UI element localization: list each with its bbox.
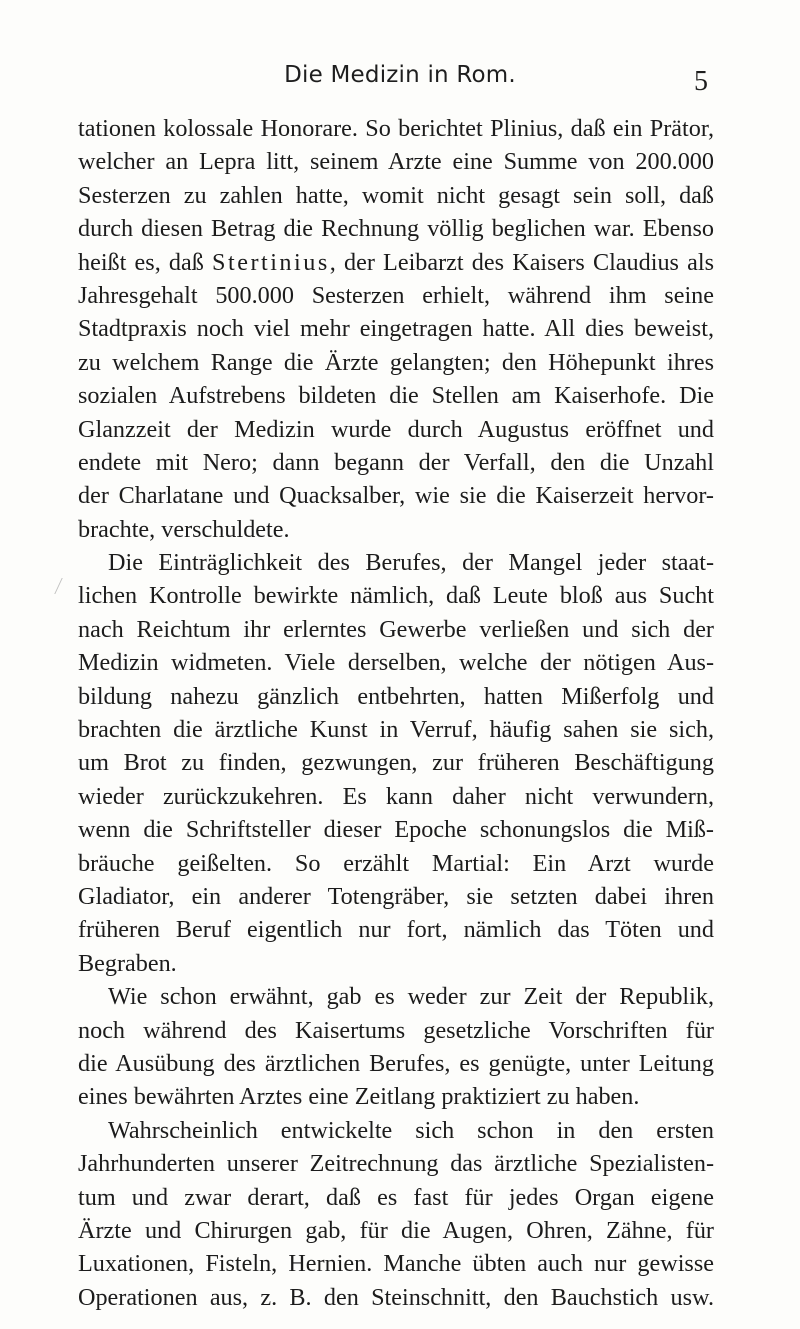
running-head	[0, 62, 800, 98]
text-line: welcher an Lepra litt, seinem Arzte eine Summe von 200.000	[78, 148, 714, 176]
text-line: der Charlatane und Quacksalber, wie sie die Kaiserzeit hervor-	[78, 482, 714, 510]
text-line: Medizin widmeten. Viele derselben, welche der nötigen Aus-	[78, 649, 714, 677]
text-line: nach Reichtum ihr erlerntes Gewerbe verließen und sich der	[78, 615, 714, 643]
text-line: sozialen Aufstrebens bildeten die Stellen am Kaiserhofe. Die	[78, 382, 714, 410]
text-line: wenn die Schriftsteller dieser Epoche schonungslos die Miß-	[78, 816, 714, 844]
paragraph-1	[78, 112, 714, 546]
text-line: Glanzzeit der Medizin wurde durch Augustus eröffnet und	[78, 415, 714, 443]
text-line: früheren Beruf eigentlich nur fort, nämlich das Töten und	[78, 916, 714, 944]
text-line: Die Einträglichkeit des Berufes, der Mangel jeder staat-	[108, 549, 714, 577]
text-line: endete mit Nero; dann begann der Verfall, den die Unzahl	[78, 448, 714, 476]
text-line: bräuche geißelten. So erzählt Martial: Ein Arzt wurde	[78, 849, 714, 877]
text-line-with-name	[78, 246, 714, 279]
text-fragment: , der Leibarzt des Kaisers Claudius als	[329, 248, 715, 276]
person-name: Stertinius	[212, 248, 330, 276]
text-line: die Ausübung des ärztlichen Berufes, es genügte, unter Leitung	[78, 1049, 714, 1077]
text-line: Ärzte und Chirurgen gab, für die Augen, Ohren, Zähne, für	[78, 1216, 714, 1244]
text-line: durch diesen Betrag die Rechnung völlig beglichen war. Ebenso	[78, 215, 714, 243]
text-line: Jahresgehalt 500.000 Sesterzen erhielt, während ihm seine	[78, 281, 714, 309]
text-fragment: heißt es, daß	[78, 248, 204, 276]
text-line: brachten die ärztliche Kunst in Verruf, häufig sahen sie sich,	[78, 716, 714, 744]
text-line: eines bewährten Arztes eine Zeitlang praktiziert zu haben.	[78, 1083, 640, 1111]
text-line: Luxationen, Fisteln, Hernien. Manche übten auch nur gewisse	[78, 1250, 714, 1278]
running-title: Die Medizin in Rom.	[284, 62, 516, 88]
text-line: noch während des Kaisertums gesetzliche Vorschriften für	[78, 1016, 714, 1044]
margin-mark	[54, 578, 68, 594]
text-line: Sesterzen zu zahlen hatte, womit nicht gesagt sein soll, daß	[78, 181, 714, 209]
page-number: 5	[694, 66, 708, 97]
text-line: lichen Kontrolle bewirkte nämlich, daß Leute bloß aus Sucht	[78, 582, 714, 610]
text-line: Operationen aus, z. B. den Steinschnitt, den Bauchstich usw.	[78, 1283, 714, 1311]
body-text	[78, 112, 714, 1314]
text-line: wieder zurückzukehren. Es kann daher nicht verwundern,	[78, 782, 714, 810]
text-line: bildung nahezu gänzlich entbehrten, hatten Mißerfolg und	[78, 682, 714, 710]
text-line: Wahrscheinlich entwickelte sich schon in den ersten	[108, 1116, 714, 1144]
text-line: Gladiator, ein anderer Totengräber, sie setzten dabei ihren	[78, 882, 714, 910]
text-line: Wie schon erwähnt, gab es weder zur Zeit der Republik,	[108, 983, 714, 1011]
text-line: tum und zwar derart, daß es fast für jedes Organ eigene	[78, 1183, 714, 1211]
paragraph-2	[78, 546, 714, 980]
text-line: Jahrhunderten unserer Zeitrechnung das ärztliche Spezialisten-	[78, 1150, 714, 1178]
paragraph-3	[78, 980, 714, 1114]
text-line: Stadtpraxis noch viel mehr eingetragen hatte. All dies beweist,	[78, 315, 714, 343]
text-line: Begraben.	[78, 949, 177, 977]
text-line: tationen kolossale Honorare. So berichtet Plinius, daß ein Prätor,	[78, 115, 714, 142]
text-line: um Brot zu finden, gezwungen, zur früheren Beschäftigung	[78, 749, 714, 777]
paragraph-4	[78, 1114, 714, 1314]
text-line: zu welchem Range die Ärzte gelangten; den Höhepunkt ihres	[78, 348, 714, 376]
text-line: brachte, verschuldete.	[78, 515, 290, 543]
